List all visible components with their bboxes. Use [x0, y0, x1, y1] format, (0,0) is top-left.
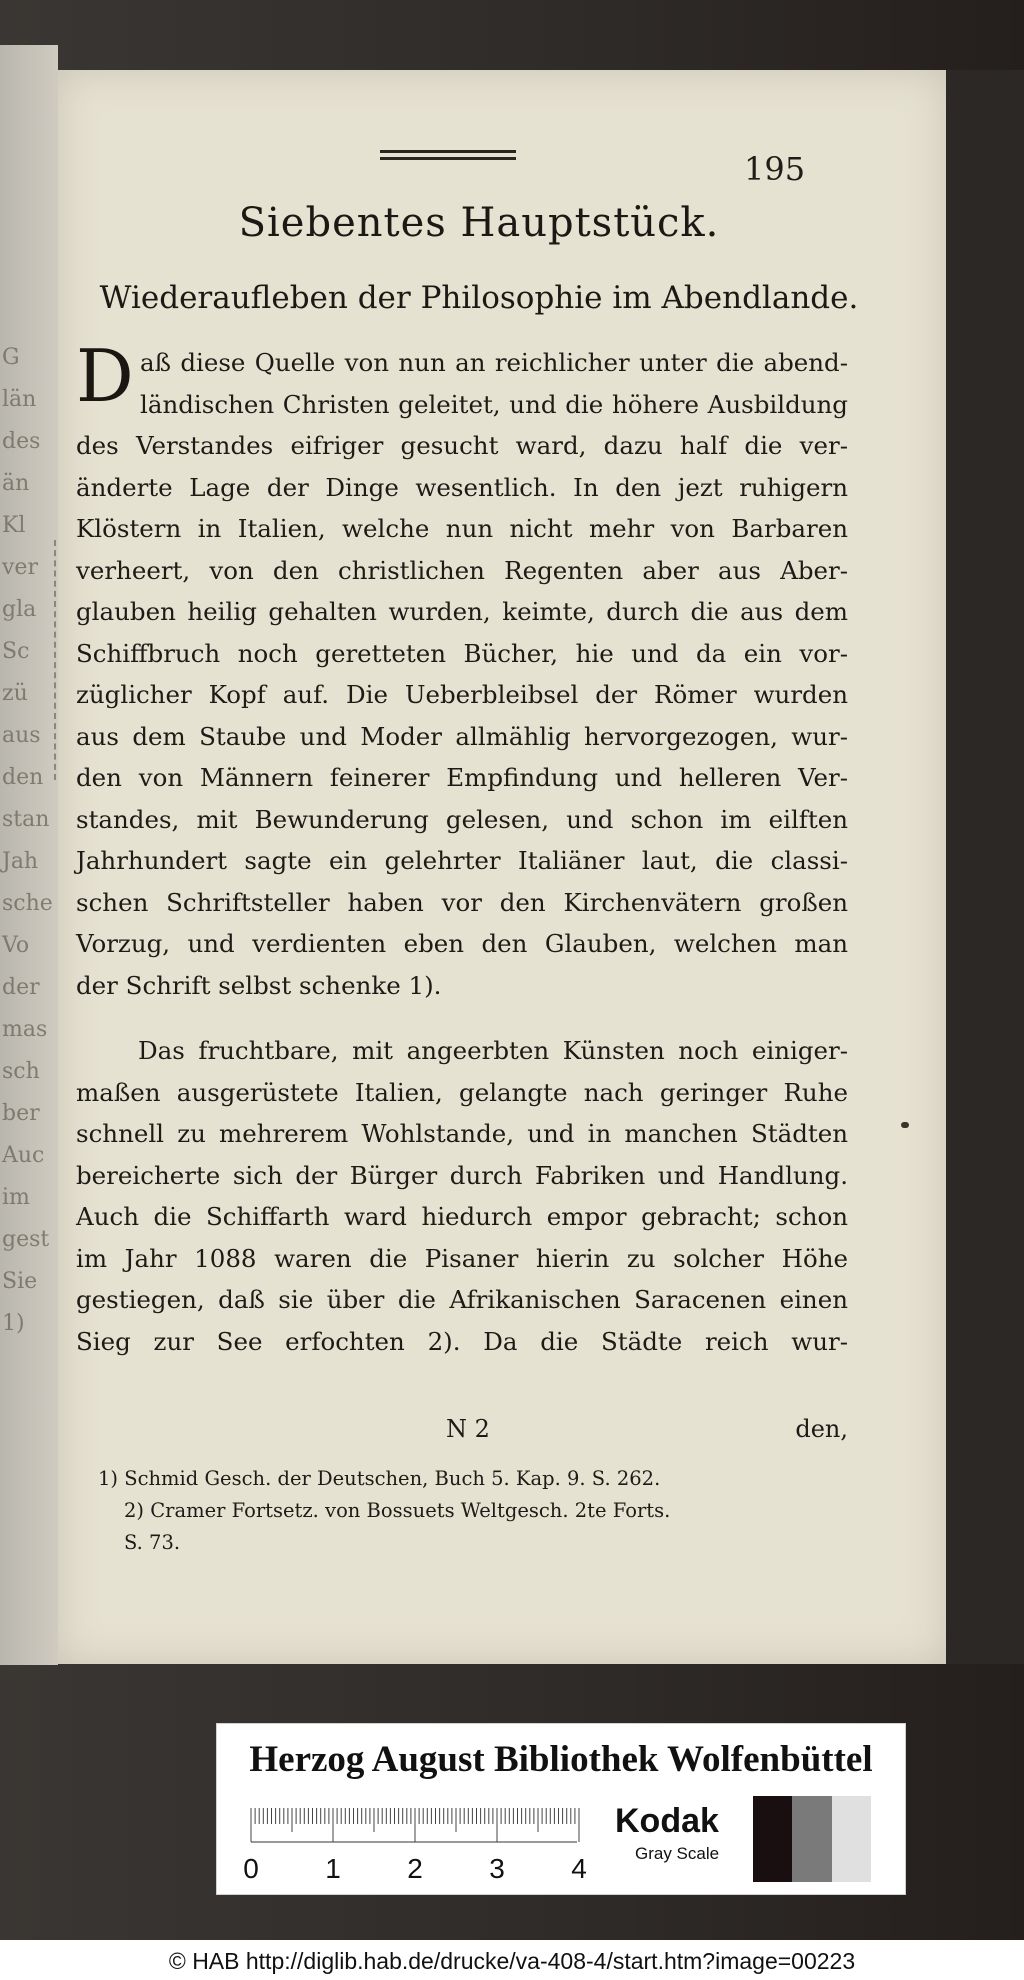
text-line: Schiffbruch noch geretteten Bücher, hie und da ein vor-: [76, 638, 848, 668]
text-line: züglicher Kopf auf. Die Ueberbleibsel der Römer wurden: [76, 680, 848, 709]
footnote: S. 73.: [124, 1531, 181, 1554]
previous-page-fragment: 1): [2, 1311, 25, 1336]
footnotes: [98, 1463, 848, 1559]
footnote: 2) Cramer Fortsetz. von Bossuets Weltgesch. 2te Forts.: [124, 1499, 671, 1522]
paragraph-2: [76, 1030, 848, 1362]
kodak-logo: Kodak: [615, 1802, 719, 1840]
gray-scale-patches: [753, 1796, 871, 1882]
text-line: des Verstandes eifriger gesucht ward, dazu half die ver-: [76, 431, 848, 460]
previous-page-fragment: ver: [2, 555, 38, 580]
header-rule: [380, 150, 516, 160]
previous-page-fragment: gest: [2, 1227, 50, 1252]
previous-page-fragment: Jah: [2, 849, 39, 874]
previous-page-fragment: aus: [2, 723, 41, 748]
signature-mark: N 2: [446, 1415, 490, 1443]
previous-page-fragment: Vo: [2, 933, 30, 958]
book-page: [58, 70, 946, 1664]
previous-page-fragment: ber: [2, 1101, 40, 1126]
previous-page-fragment: gla: [2, 597, 37, 622]
text-line: gestiegen, daß sie über die Afrikanischen Saracenen einen: [76, 1285, 848, 1314]
text-line: standes, mit Bewunderung gelesen, und schon im eilften: [76, 804, 848, 834]
library-name: Herzog August Bibliothek Wolfenbüttel: [249, 1739, 873, 1780]
footnote: 1) Schmid Gesch. der Deutschen, Buch 5. Kap. 9. S. 262.: [98, 1467, 661, 1490]
previous-page-fragment: zü: [2, 681, 28, 706]
text-line: änderte Lage der Dinge wesentlich. In den jezt ruhigern: [76, 472, 848, 502]
footer-copyright: © HAB http://diglib.hab.de/drucke/va-408-4/start.htm?image=00223: [168, 1948, 856, 1974]
text-line: bereicherte sich der Bürger durch Fabriken und Handlung.: [76, 1160, 848, 1190]
binding-thread-marks: [54, 540, 62, 780]
text-line: im Jahr 1088 waren die Pisaner hierin zu solcher Höhe: [76, 1243, 848, 1273]
previous-page-fragment: sch: [2, 1059, 40, 1084]
ruler-number: 2: [407, 1853, 423, 1884]
text-line: Klöstern in Italien, welche nun nicht mehr von Barbaren: [76, 514, 848, 543]
previous-page-fragment: län: [2, 387, 37, 412]
text-line: schnell zu mehrerem Wohlstande, und in manchen Städten: [76, 1119, 848, 1148]
text-line: Jahrhundert sagte ein gelehrter Italiäner laut, die classi-: [76, 846, 848, 875]
footer-bar: [0, 1940, 1024, 1980]
chapter-title: Siebentes Hauptstück.: [238, 200, 720, 246]
right-margin-dark: [946, 70, 1024, 1664]
ruler-number: 1: [325, 1853, 341, 1884]
previous-page-fragment: sche: [2, 891, 53, 916]
gray-patch: [753, 1796, 792, 1882]
gray-patch: [792, 1796, 831, 1882]
previous-page-fragment: Sc: [2, 639, 30, 664]
text-line: Auch die Schiffarth ward hiedurch empor gebracht; schon: [76, 1202, 848, 1231]
ruler-number: 0: [243, 1853, 259, 1884]
previous-page-fragment: stan: [2, 807, 50, 832]
previous-page-fragment: des: [2, 429, 41, 454]
text-line: ländischen Christen geleitet, und die höhere Ausbildung: [140, 389, 848, 419]
text-line: glauben heilig gehalten wurden, keimte, durch die aus dem: [76, 597, 848, 626]
text-line: der Schrift selbst schenke 1).: [76, 970, 442, 1000]
text-line: schen Schriftsteller haben vor den Kirchenvätern großen: [76, 887, 848, 917]
chapter-subtitle: Wiederaufleben der Philosophie im Abendlande.: [99, 280, 859, 316]
ruler-number: 4: [571, 1853, 587, 1884]
library-label-card: [216, 1723, 906, 1895]
paper-speck: [901, 1122, 909, 1128]
catchword: den,: [795, 1415, 848, 1443]
measurement-ruler: [237, 1802, 597, 1888]
text-line: aus dem Staube und Moder allmählig hervorgezogen, wur-: [76, 721, 848, 751]
paragraph-1: [76, 334, 848, 1006]
previous-page-fragment: im: [2, 1185, 30, 1210]
text-line: Vorzug, und verdienten eben den Glauben, welchen man: [76, 929, 848, 958]
previous-page-edge: [0, 45, 58, 1665]
previous-page-fragment: Sie: [2, 1269, 38, 1294]
ruler-number: 3: [489, 1853, 505, 1884]
previous-page-fragment: den: [2, 765, 44, 790]
signature-row: [76, 1415, 848, 1455]
previous-page-fragment: Auc: [2, 1143, 45, 1168]
text-line: aß diese Quelle von nun an reichlicher unter die abend-: [140, 348, 848, 377]
previous-page-fragment: mas: [2, 1017, 48, 1042]
previous-page-fragment: G: [2, 345, 20, 370]
page-number: 195: [744, 150, 806, 188]
text-line: den von Männern feinerer Empfindung und helleren Ver-: [76, 763, 848, 792]
previous-page-fragment: der: [2, 975, 40, 1000]
kodak-gray-scale-label: Gray Scale: [635, 1844, 720, 1863]
text-line: verheert, von den christlichen Regenten aber aus Aber-: [76, 555, 848, 585]
text-line: maßen ausgerüstete Italien, gelangte nach geringer Ruhe: [76, 1077, 848, 1107]
text-line: Das fruchtbare, mit angeerbten Künsten noch einiger-: [138, 1036, 848, 1065]
previous-page-fragment: än: [2, 471, 30, 496]
gray-patch: [832, 1796, 871, 1882]
text-line: Sieg zur See erfochten 2). Da die Städte reich wur-: [76, 1326, 848, 1356]
previous-page-fragment: Kl: [2, 513, 26, 538]
drop-cap: D: [76, 334, 134, 418]
